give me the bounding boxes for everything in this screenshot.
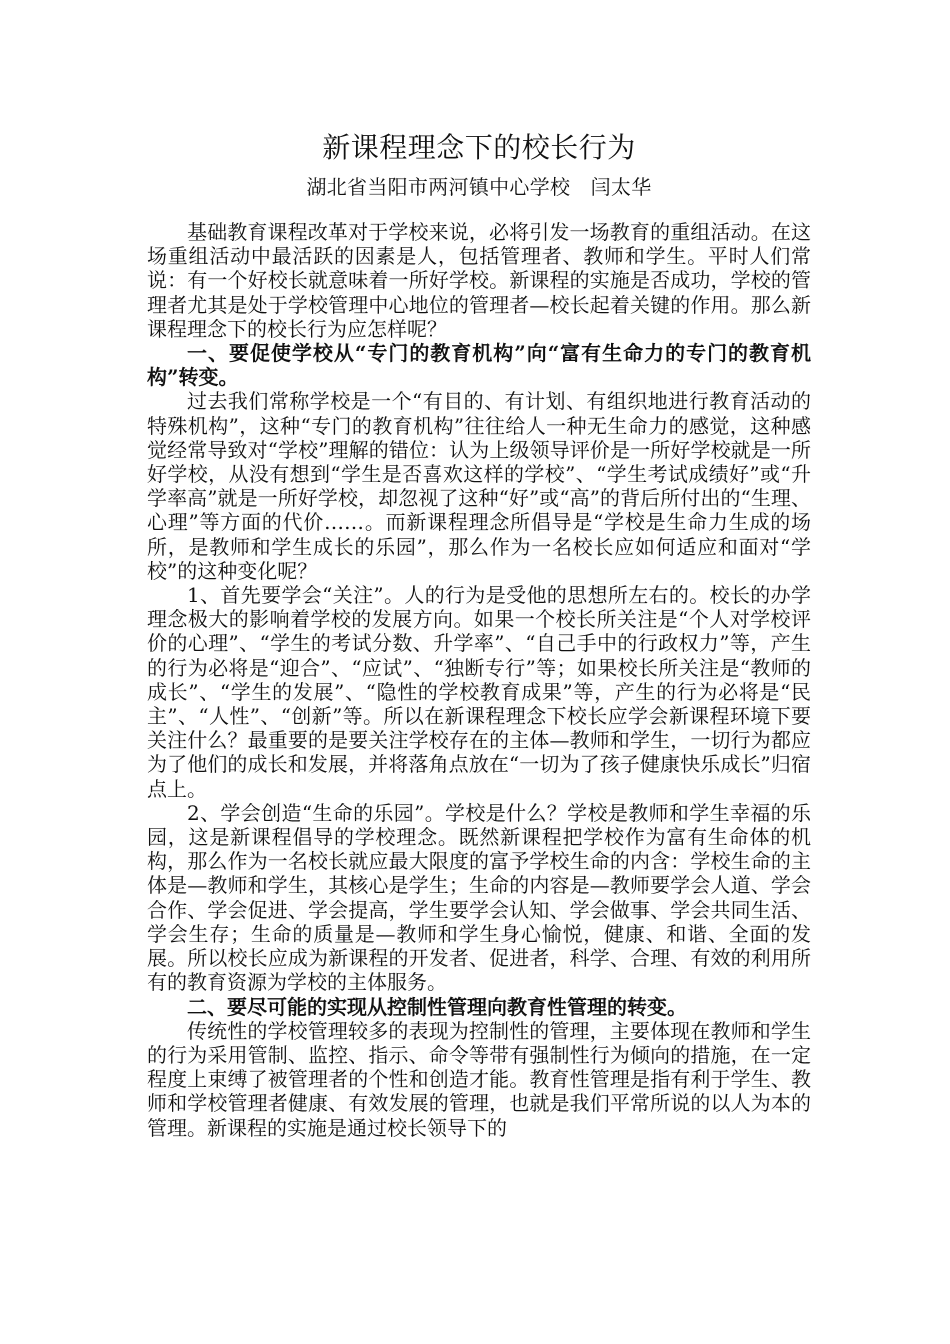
- document-title: 新课程理念下的校长行为: [322, 131, 636, 164]
- section-heading-1: 一、要促使学校从“专门的教育机构”向“富有生命力的专门的教育机构”转变。: [147, 341, 811, 390]
- paragraph-attention: 1、首先要学会“关注”。人的行为是受他的思想所左右的。校长的办学理念极大的影响着学校的发展方向。如果一个校长所关注是“个人对学校评价的心理”、“学生的考试分数、升学率”、“自己手中的行政权力”等，产生的行为必将是“迎合”、“应试”、“独断专行”等；如果校长所关注是“教师的成长”、“学生的发展”、“隐性的学校教育成果”等，产生的行为必将是“民主”、“人性”、“创新”等。所以在新课程理念下校长应学会新课程环境下要关注什么？最重要的是要关注学校存在的主体—教师和学生，一切行为都应为了他们的成长和发展，并将落角点放在“一切为了孩子健康快乐成长”归宿点上。: [147, 583, 811, 801]
- paragraph-management: 传统性的学校管理较多的表现为控制性的管理，主要体现在教师和学生的行为采用管制、监控、指示、命令等带有强制性行为倾向的措施，在一定程度上束缚了被管理者的个性和创造才能。教育性管理是指有利于学生、教师和学校管理者健康、有效发展的管理，也就是我们平常所说的以人为本的管理。新课程的实施是通过校长领导下的: [147, 1018, 811, 1140]
- paragraph-life-garden: 2、学会创造“生命的乐园”。学校是什么？学校是教师和学生幸福的乐园，这是新课程倡导的学校理念。既然新课程把学校作为富有生命体的机构，那么作为一名校长就应最大限度的富予学校生命的内含：学校生命的主体是—教师和学生，其核心是学生；生命的内容是—教师要学会人道、学会合作、学会促进、学会提高，学生要学会认知、学会做事、学会共同生活、学会生存；生命的质量是—教师和学生身心愉悦，健康、和谐、全面的发展。所以校长应成为新课程的开发者、促进者，科学、合理、有效的利用所有的教育资源为学校的主体服务。: [147, 800, 811, 995]
- paragraph-school-concept: 过去我们常称学校是一个“有目的、有计划、有组织地进行教育活动的特殊机构”，这种“专门的教育机构”往往给人一种无生命力的感觉，这种感觉经常导致对“学校”理解的错位：认为上级领导评价是一所好学校就是一所好学校，从没有想到“学生是否喜欢这样的学校”、“学生考试成绩好”或“升学率高”就是一所好学校，却忽视了这种“好”或“高”的背后所付出的“生理、心理”等方面的代价……。而新课程理念所倡导是“学校是生命力生成的场所，是教师和学生成长的乐园”，那么作为一名校长应如何适应和面对“学校”的这种变化呢？: [147, 389, 811, 583]
- document-byline: 湖北省当阳市两河镇中心学校 闫太华: [306, 175, 652, 199]
- paragraph-intro: 基础教育课程改革对于学校来说，必将引发一场教育的重组活动。在这场重组活动中最活跃的因素是人，包括管理者、教师和学生。平时人们常说：有一个好校长就意味着一所好学校。新课程的实施是否成功，学校的管理者尤其是处于学校管理中心地位的管理者—校长起着关键的作用。那么新课程理念下的校长行为应怎样呢？: [147, 220, 811, 341]
- section-heading-2: 二、要尽可能的实现从控制性管理向教育性管理的转变。: [187, 994, 687, 1019]
- document-body: [147, 128, 811, 1140]
